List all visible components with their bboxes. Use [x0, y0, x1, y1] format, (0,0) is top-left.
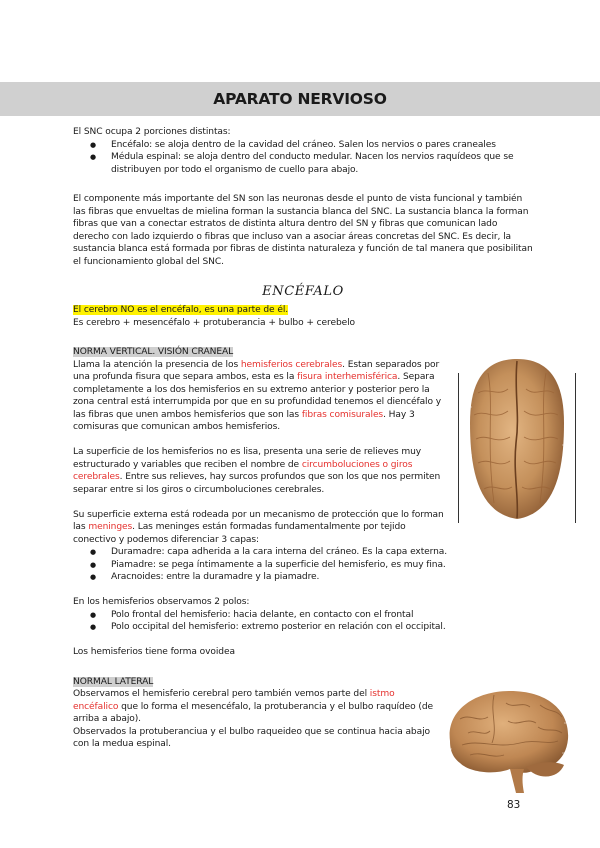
term-istmo: istmo encéfalico	[73, 689, 395, 712]
normal-lateral-text	[73, 688, 435, 751]
forma-note: Los hemisferios tiene forma ovoidea	[73, 647, 235, 657]
term-fibras-comisurales: fibras comisurales	[301, 409, 384, 420]
page-title: APARATO NERVIOSO	[213, 90, 387, 108]
term-fisura: fisura interhemisférica	[297, 372, 398, 382]
paragraph: Su superficie externa está rodeada por un mecanismo de protección que lo forman las meninges. Las meninges están formadas fundamentalmente por tejido conectivo y podemos diferenciar 3 capas:	[73, 509, 444, 545]
norma-vertical-text	[73, 359, 445, 547]
section-heading-encefalo: ENCÉFALO	[262, 284, 344, 299]
paragraph: La superficie de los hemisferios no es lisa, presenta una serie de relieves muy estructurado y variables que reciben el nombre de circumboluciones o giros cerebrales. Entre sus relieves, hay surcos profundos que son los que nos permiten separar entre si los giros o circumboluciones cerebrales.	[73, 447, 441, 495]
brain-superior-view-image	[458, 353, 576, 525]
list-item: ● Polo frontal del hemisferio: hacia delante, en contacto con el frontal	[111, 609, 533, 622]
polos-lead: En los hemisferios observamos 2 polos:	[73, 597, 250, 607]
encefalo-formula: Es cerebro + mesencéfalo + protuberancia + bulbo + cerebelo	[73, 317, 356, 328]
term-meninges: meninges	[88, 522, 133, 532]
encefalo-note	[73, 304, 533, 317]
section-heading-norma-vertical: NORMA VERTICAL. VISIÓN CRANEAL	[73, 347, 234, 357]
list-item: ● Médula espinal: se aloja dentro del conducto medular. Nacen los nervios raquídeos que se distribuyen por todo el organismo de cuello para abajo.	[111, 151, 533, 176]
term-hemisferios: hemisferios cerebrales	[240, 359, 343, 370]
list-item: ● Polo occipital del hemisferio: extremo posterior en relación con el occipital.	[111, 621, 533, 634]
highlighted-note: El cerebro NO es el encéfalo, es una parte de él.	[73, 305, 289, 315]
paragraph: Observados la protuberanciua y el bulbo raqueideo que se continua hacia abajo con la medua espinal.	[73, 726, 430, 749]
meninges-list	[73, 546, 533, 584]
brain-lateral-view-image	[440, 683, 576, 795]
list-item: ● Duramadre: capa adherida a la cara interna del cráneo. Es la capa externa.	[111, 546, 533, 559]
page-number: 83	[507, 799, 521, 811]
intro-lead: El SNC ocupa 2 porciones distintas:	[73, 127, 231, 137]
section-heading-normal-lateral: NORMAL LATERAL	[73, 676, 154, 687]
polos-list	[73, 609, 533, 634]
paragraph: Observamos el hemisferio cerebral pero también vemos parte del istmo encéfalico que lo forma el mesencéfalo, la protuberancia y el bulbo raquídeo (de arriba a abajo).	[73, 689, 434, 724]
list-item: ● Aracnoides: entre la duramadre y la piamadre.	[111, 571, 533, 584]
term-circumboluciones: circumboluciones o giros cerebrales	[73, 459, 413, 482]
list-item: ● Piamadre: se pega íntimamente a la superficie del hemisferio, es muy fina.	[111, 559, 533, 572]
intro-paragraph: El componente más importante del SN son las neuronas desde el punto de vista funcional y también las fibras que envueltas de mielina forman la sustancia blanca del SNC. La sustancia blanca la forman fibras que van a conectar estratos de distinta altura dentro del SN y fibras que comunican lado derecho con lado izquierdo o fibras que incluso van a asociar áreas concretas del SNC. Es decir, la sustancia blanca está formada por fibras de distinta naturaleza y función de tal manera que posibilitan el funcionamiento global del SNC.	[73, 194, 533, 267]
paragraph: Llama la atención la presencia de los hemisferios cerebrales. Estan separados por una profunda fisura que separa ambos, esta es la fisura interhemisférica. Separa completamente a los dos hemisferios en su extremo anterior y posterior pero la zona central está interrumpida por que en su profundidad tenemos el diencéfalo y las fibras que unen ambos hemisferios que son las fibras comisurales. Hay 3 comisuras que comunican ambos hemisferios.	[73, 359, 442, 432]
intro-bullet-list	[73, 139, 533, 177]
list-item: ● Encéfalo: se aloja dentro de la cavidad del cráneo. Salen los nervios o pares craneales	[111, 139, 533, 152]
